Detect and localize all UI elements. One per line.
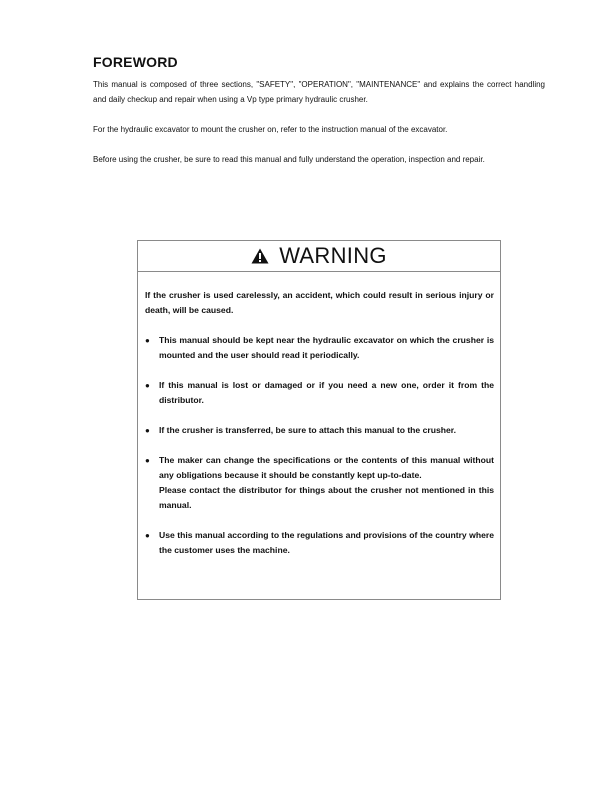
warning-lead-text: If the crusher is used carelessly, an accident, which could result in serious injury or death, will be caused.: [145, 290, 494, 315]
warning-title: WARNING: [279, 243, 387, 268]
foreword-paragraph: Before using the crusher, be sure to read this manual and fully understand the operation, inspection and repair.: [93, 155, 485, 164]
bullet-dot-icon: ●: [145, 456, 150, 465]
warning-bullet-text: This manual should be kept near the hydraulic excavator on which the crusher is mounted and the user should read it periodically.: [159, 335, 494, 360]
warning-body: [138, 272, 500, 558]
warning-box: [137, 240, 501, 600]
warning-bullet-text: If the crusher is transferred, be sure to attach this manual to the crusher.: [159, 425, 457, 435]
warning-header: [138, 241, 500, 272]
warning-bullet-text: If this manual is lost or damaged or if you need a new one, order it from the distributor.: [159, 380, 494, 405]
page-title: FOREWORD: [93, 54, 178, 70]
warning-bullet-item: [145, 528, 494, 558]
warning-bullet-item: [145, 423, 494, 438]
foreword-paragraph: This manual is composed of three sections, "SAFETY", "OPERATION", "MAINTENANCE" and explains the correct handling and daily checkup and repair when using a Vp type primary hydraulic crusher.: [93, 80, 545, 104]
warning-bullet-text: The maker can change the specifications or the contents of this manual without any obligations because it should be constantly kept up-to-date.: [159, 455, 494, 480]
warning-bullet-item: [145, 453, 494, 513]
warning-triangle-icon: [251, 248, 269, 264]
bullet-dot-icon: ●: [145, 336, 150, 345]
warning-bullet-item: [145, 333, 494, 363]
foreword-paragraph: For the hydraulic excavator to mount the crusher on, refer to the instruction manual of the excavator.: [93, 125, 448, 134]
bullet-dot-icon: ●: [145, 426, 150, 435]
warning-bullet-extra-text: Please contact the distributor for things about the crusher not mentioned in this manual.: [159, 485, 494, 510]
warning-bullet-text: Use this manual according to the regulations and provisions of the country where the customer uses the machine.: [159, 530, 494, 555]
warning-bullet-item: [145, 378, 494, 408]
bullet-dot-icon: ●: [145, 381, 150, 390]
bullet-dot-icon: ●: [145, 531, 150, 540]
